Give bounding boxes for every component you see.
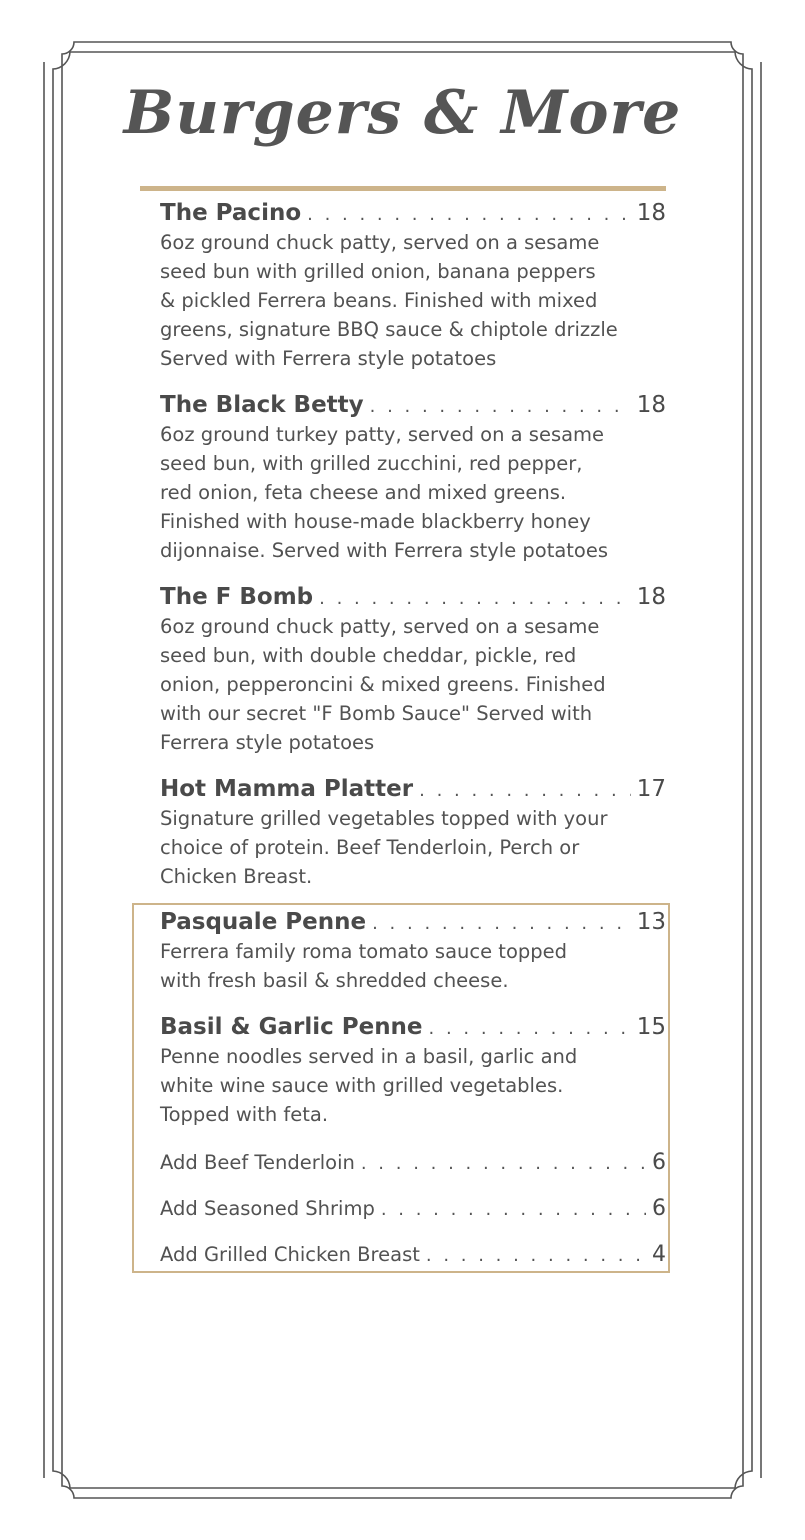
menu-item [160, 776, 666, 891]
pasta-item [160, 909, 666, 995]
addon-name: Add Seasoned Shrimp [160, 1197, 375, 1220]
item-name: The Black Betty [160, 392, 364, 418]
dot-leader [372, 913, 631, 934]
item-price: 18 [636, 584, 666, 610]
item-price: 18 [636, 200, 666, 226]
item-description: Ferrera family roma tomato sauce topped with fresh basil & shredded cheese. [160, 940, 568, 992]
item-name: Pasquale Penne [160, 909, 367, 935]
pasta-item [160, 1014, 666, 1129]
dot-leader [361, 1153, 646, 1174]
item-price: 18 [636, 392, 666, 418]
addon-item [160, 1242, 666, 1267]
addon-price: 6 [652, 1150, 666, 1175]
menu-item [160, 392, 666, 565]
item-description: 6oz ground chuck patty, served on a sesame seed bun with grilled onion, banana peppers & pickled Ferrera beans. Finished with mixed greens, signature BBQ sauce & chiptole drizzle Served with Ferrera style potatoes [160, 231, 618, 370]
item-name: Hot Mamma Platter [160, 776, 414, 802]
addon-name: Add Grilled Chicken Breast [160, 1243, 420, 1266]
item-name: The Pacino [160, 200, 302, 226]
title-underline [140, 186, 666, 191]
addon-price: 6 [652, 1196, 666, 1221]
item-description: Signature grilled vegetables topped with your choice of protein. Beef Tenderloin, Perch or Chicken Breast. [160, 807, 608, 888]
dot-leader [429, 1018, 631, 1039]
item-description: 6oz ground chuck patty, served on a sesame seed bun, with double cheddar, pickle, red onion, pepperoncini & mixed greens. Finished with our secret "F Bomb Sauce" Served with Ferrera style potatoes [160, 615, 606, 754]
dot-leader [307, 204, 631, 225]
item-price: 17 [636, 776, 666, 802]
dot-leader [319, 588, 631, 609]
addon-name: Add Beef Tenderloin [160, 1151, 355, 1174]
item-description: Penne noodles served in a basil, garlic and white wine sauce with grilled vegetables. Topped with feta. [160, 1045, 578, 1126]
menu-item [160, 200, 666, 373]
addon-item [160, 1196, 666, 1221]
item-price: 13 [636, 909, 666, 935]
menu-item [160, 584, 666, 757]
dot-leader [381, 1199, 646, 1220]
item-price: 15 [636, 1014, 666, 1040]
item-name: Basil & Garlic Penne [160, 1014, 423, 1040]
dot-leader [419, 780, 631, 801]
item-description: 6oz ground turkey patty, served on a sesame seed bun, with grilled zucchini, red pepper, red onion, feta cheese and mixed greens. Finished with house-made blackberry honey dijonnaise. Served with Ferrera style potatoes [160, 423, 609, 562]
item-name: The F Bomb [160, 584, 314, 610]
addon-item [160, 1150, 666, 1175]
dot-leader [426, 1245, 646, 1266]
menu-title: Burgers & More [123, 78, 682, 148]
dot-leader [370, 396, 631, 417]
addon-price: 4 [652, 1242, 666, 1267]
